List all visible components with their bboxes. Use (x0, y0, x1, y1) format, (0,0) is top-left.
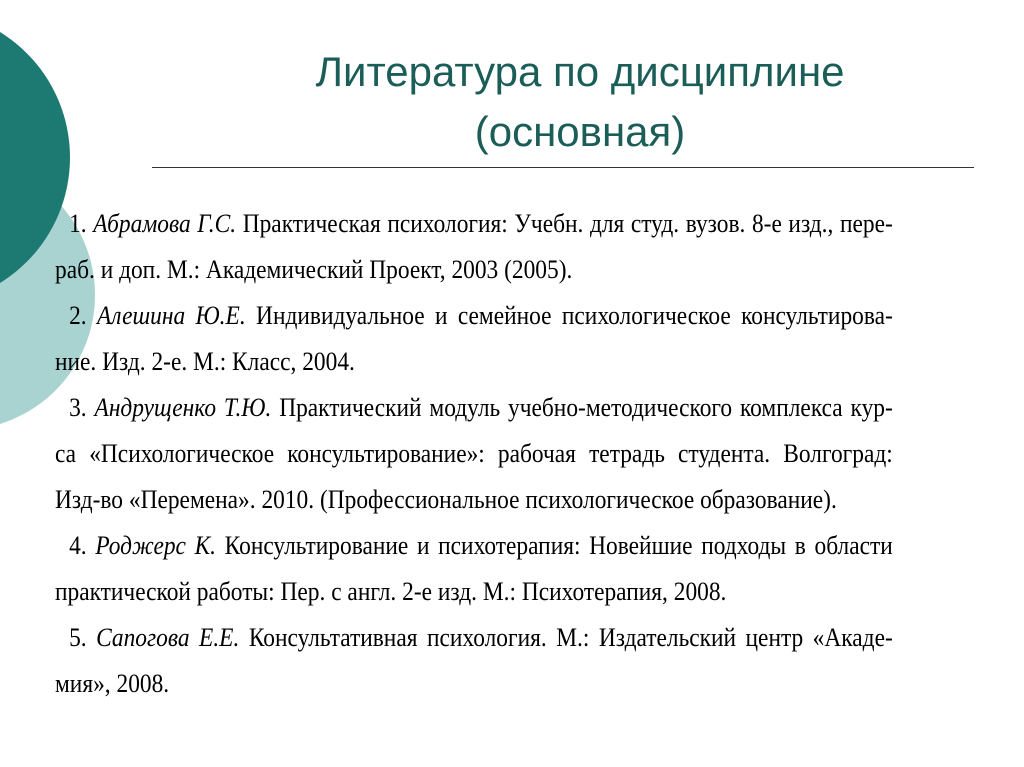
reference-number: 1. (69, 208, 87, 238)
reference-item-1 (55, 200, 893, 292)
reference-number: 3. (69, 392, 87, 422)
reference-text: Консультирование и психотерапия: Новейшие подходы в области практической работы: Пер. с англ. 2-е изд. М.: Психотерапия, 2008. (55, 530, 893, 606)
reference-text: Практический модуль учебно-методического комплекса кур-са «Психологическое консультирование»: рабочая тетрадь студента. Волгоград: Изд-во «Перемена». 2010. (Профессиональное психологическое образование). (55, 392, 893, 514)
reference-item-3 (55, 384, 893, 522)
reference-item-4 (55, 522, 893, 614)
reference-list (55, 200, 893, 706)
slide-title-line-1: Литература по дисциплине (315, 48, 845, 95)
reference-text: Индивидуальное и семейное психологическое консультирова-ние. Изд. 2-е. М.: Класс, 2004. (55, 300, 893, 376)
reference-author: Сапогова Е.Е. (96, 622, 240, 652)
reference-text: Консультативная психология. М.: Издательский центр «Акаде-мия», 2008. (55, 622, 893, 698)
reference-text: Практическая психология: Учебн. для студ. вузов. 8-е изд., пере-раб. и доп. М.: Академический Проект, 2003 (2005). (55, 208, 893, 284)
reference-author: Абрамова Г.С. (93, 208, 237, 238)
reference-item-5 (55, 614, 893, 706)
slide-title-line-2: (основная) (474, 108, 686, 155)
reference-author: Роджерс К. (95, 530, 216, 560)
reference-author: Алешина Ю.Е. (97, 300, 246, 330)
reference-number: 5. (69, 622, 87, 652)
reference-number: 2. (69, 300, 87, 330)
reference-author: Андрущенко Т.Ю. (94, 392, 272, 422)
reference-number: 4. (69, 530, 87, 560)
reference-item-2 (55, 292, 893, 384)
title-divider (152, 167, 974, 168)
slide-title (150, 42, 1010, 162)
